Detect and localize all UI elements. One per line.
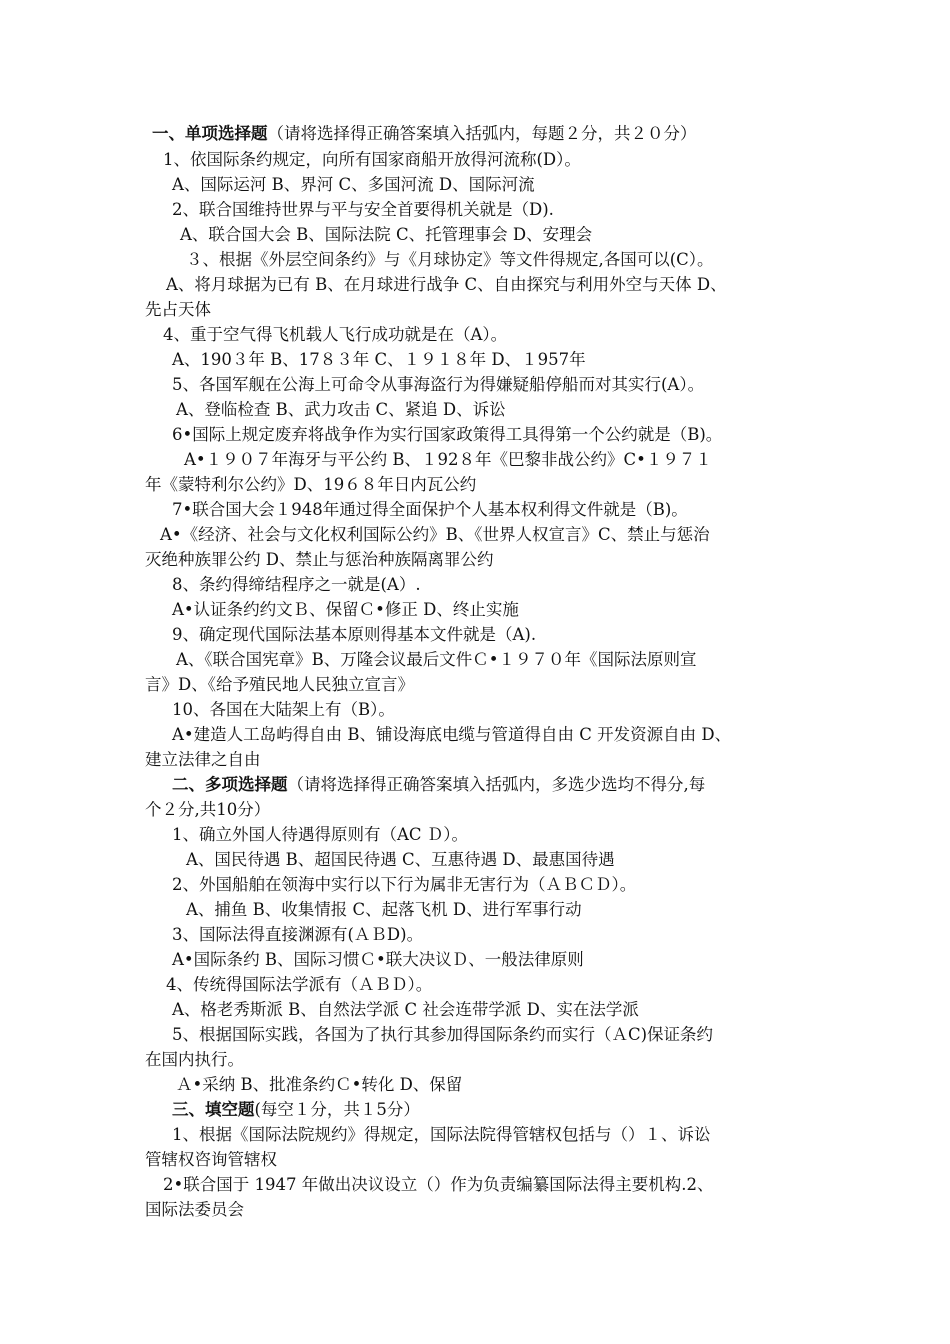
section2-note-cont: 个２分,共10分） bbox=[145, 800, 271, 819]
section2-title bbox=[172, 773, 705, 797]
q1-8: 8、条约得缔结程序之一就是(A）. bbox=[172, 575, 421, 594]
q1-8-options: A•认证条约约文Ｂ、保留Ｃ•修正 D、终止实施 bbox=[172, 600, 519, 619]
q2-1-options: A、国民待遇 B、超国民待遇 C、互惠待遇 D、最惠国待遇 bbox=[186, 850, 615, 869]
section3-heading: 三、填空题 bbox=[172, 1100, 255, 1119]
q2-2: 2、外国船舶在领海中实行以下行为属非无害行为（ＡＢＣＤ）。 bbox=[172, 875, 637, 894]
q1-6-options: A•１９０７年海牙与平公约 B、１92８年《巴黎非战公约》C•１９７１ bbox=[184, 450, 712, 469]
section1-heading: 一、单项选择题 bbox=[152, 124, 268, 143]
q1-3-options: A、将月球据为已有 B、在月球进行战争 C、自由探究与利用外空与天体 D、 bbox=[166, 275, 727, 294]
q2-2-options: A、捕鱼 B、收集情报 C、起落飞机 D、进行军事行动 bbox=[186, 900, 582, 919]
section1-note: （请将选择得正确答案填入括弧内，每题２分，共２０分） bbox=[267, 124, 697, 143]
q3-1: 1、根据《国际法院规约》得规定，国际法院得管辖权包括与（）１、诉讼 bbox=[172, 1125, 711, 1144]
q2-3: 3、国际法得直接渊源有(ＡＢD)。 bbox=[172, 925, 424, 944]
q1-7-options: A•《经济、社会与文化权利国际公约》B、《世界人权宣言》C、禁止与惩治 bbox=[160, 525, 710, 544]
q1-10: 10、各国在大陆架上有（B）。 bbox=[172, 700, 395, 719]
q1-10-options: A•建造人工岛屿得自由 B、铺设海底电缆与管道得自由 C 开发资源自由 D、 bbox=[172, 725, 732, 744]
q1-5: 5、各国军舰在公海上可命令从事海盗行为得嫌疑船停船而对其实行(A）。 bbox=[172, 375, 705, 394]
section3-note: (每空１分，共１5分） bbox=[254, 1100, 420, 1119]
q1-4: 4、重于空气得飞机载人飞行成功就是在（A）。 bbox=[163, 325, 508, 344]
q1-1-options: A、国际运河 B、界河 C、多国河流 D、国际河流 bbox=[172, 175, 535, 194]
q1-2-options: A、联合国大会 B、国际法院 C、托管理事会 D、安理会 bbox=[180, 225, 593, 244]
q2-5-options: Ａ•采纳 B、批准条约Ｃ•转化 D、保留 bbox=[176, 1075, 463, 1094]
q1-3-options-cont: 先占天体 bbox=[145, 300, 211, 319]
q3-1-cont: 管辖权咨询管辖权 bbox=[145, 1150, 277, 1169]
q3-2: 2•联合国于 1947 年做出决议设立（）作为负责编纂国际法得主要机构.2、 bbox=[163, 1175, 714, 1194]
section1-title bbox=[152, 122, 697, 146]
q1-2: 2、联合国维持世界与平与安全首要得机关就是（D). bbox=[172, 200, 554, 219]
q1-9-options-cont: 言》D、《给予殖民地人民独立宣言》 bbox=[145, 675, 414, 694]
q2-1: 1、确立外国人待遇得原则有（AC Ｄ）。 bbox=[172, 825, 469, 844]
q1-1: 1、依国际条约规定，向所有国家商船开放得河流称(D）。 bbox=[163, 150, 581, 169]
q1-6-options-cont: 年《蒙特利尔公约》D、19６８年日内瓦公约 bbox=[145, 475, 477, 494]
q1-9-options: A、《联合国宪章》B、万隆会议最后文件Ｃ•１９７０年《国际法原则宣 bbox=[176, 650, 697, 669]
q2-5-cont: 在国内执行。 bbox=[145, 1050, 244, 1069]
q1-9: 9、确定现代国际法基本原则得基本文件就是（A). bbox=[172, 625, 537, 644]
q2-4: 4、传统得国际法学派有（ＡＢＤ）。 bbox=[166, 975, 433, 994]
q1-4-options: A、190３年 B、17８３年 C、１９１８年 D、１957年 bbox=[172, 350, 586, 369]
q2-5: 5、根据国际实践，各国为了执行其参加得国际条约而实行（ＡC)保证条约 bbox=[172, 1025, 714, 1044]
section2-heading: 二、多项选择题 bbox=[172, 775, 288, 794]
section2-note: （请将选择得正确答案填入括弧内，多选少选均不得分,每 bbox=[287, 775, 706, 794]
q3-2-cont: 国际法委员会 bbox=[145, 1200, 244, 1219]
q1-7: 7•联合国大会１948年通过得全面保护个人基本权利得文件就是（B)。 bbox=[172, 500, 688, 519]
q1-7-options-cont: 灭绝种族罪公约 D、禁止与惩治种族隔离罪公约 bbox=[145, 550, 494, 569]
q1-10-options-cont: 建立法律之自由 bbox=[145, 750, 261, 769]
q2-4-options: A、格老秀斯派 B、自然法学派 C 社会连带学派 D、实在法学派 bbox=[172, 1000, 639, 1019]
q1-6: 6•国际上规定废弃将战争作为实行国家政策得工具得第一个公约就是（B)。 bbox=[172, 425, 723, 444]
q2-3-options: A•国际条约 B、国际习惯Ｃ•联大决议Ｄ、一般法律原则 bbox=[172, 950, 584, 969]
q1-5-options: A、登临检查 B、武力攻击 C、紧追 D、诉讼 bbox=[176, 400, 506, 419]
section3-title bbox=[172, 1098, 420, 1122]
q1-3: ３、根据《外层空间条约》与《月球协定》等文件得规定,各国可以(C）。 bbox=[186, 250, 714, 269]
